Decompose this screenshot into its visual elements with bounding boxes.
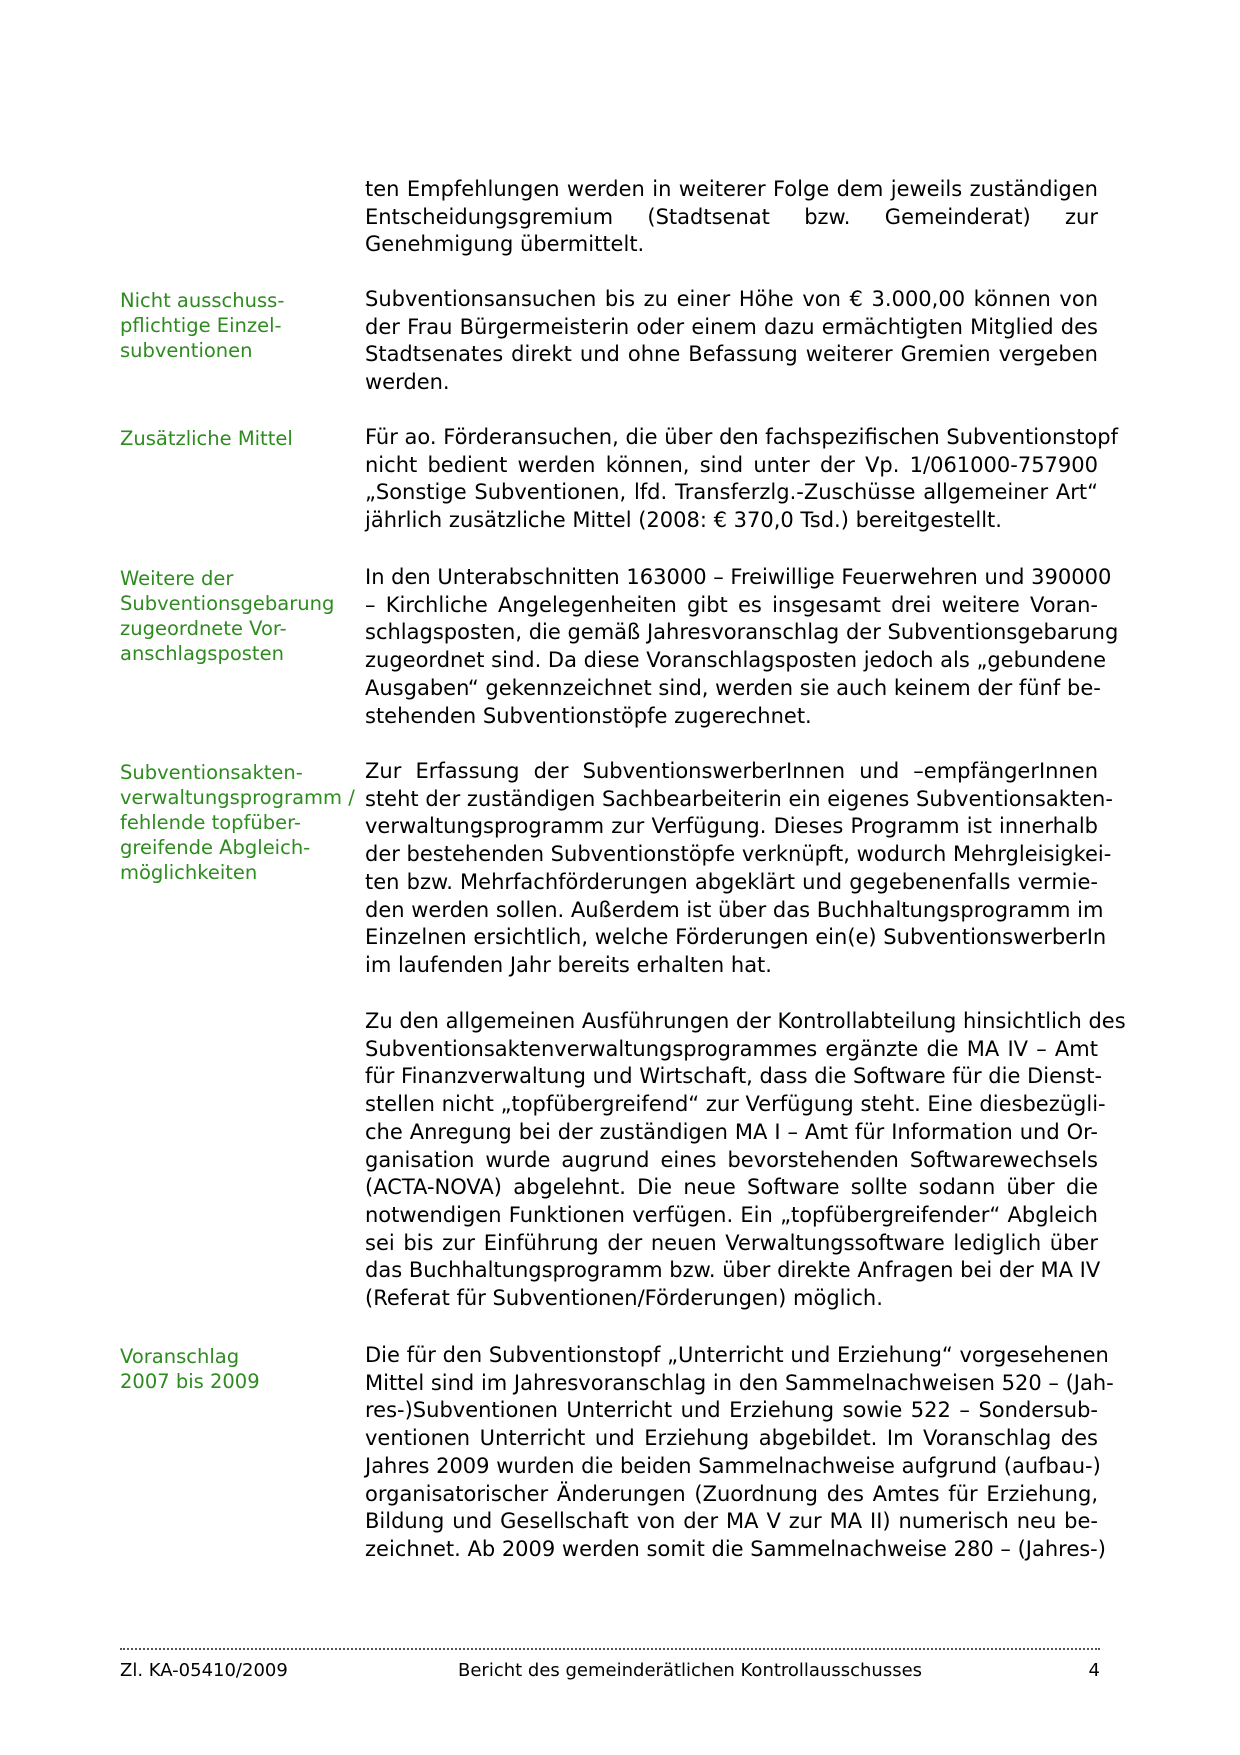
margin-note-verwaltungsprogramm [120, 760, 355, 885]
margin-note-line: subventionen [120, 339, 253, 362]
text-line: zeichnet. Ab 2009 werden somit die Sammelnachweise 280 – (Jahres-) [365, 1536, 1106, 1561]
margin-note-line: Subventionsgebarung [120, 592, 335, 615]
text-line: notwendigen Funktionen verfügen. Ein „topfübergreifender“ Abgleich [365, 1202, 1098, 1227]
margin-note-line: 2007 bis 2009 [120, 1370, 260, 1393]
text-line: zugeordnet sind. Da diese Voranschlagsposten jedoch als „gebundene [365, 648, 1107, 673]
margin-note-line: Subventionsakten- [120, 761, 303, 784]
text-line: Die für den Subventionstopf „Unterricht und Erziehung“ vorgesehenen [365, 1343, 1109, 1367]
paragraph-voranschlag [365, 1342, 1114, 1564]
paragraph-einzelsubventionen [365, 286, 1098, 397]
text-line: Ausgaben“ gekennzeichnet sind, werden sie auch keinem der fünf be- [365, 675, 1101, 700]
text-line: Jahres 2009 wurden die beiden Sammelnachweise aufgrund (aufbau-) [365, 1453, 1101, 1478]
margin-note-line: Voranschlag [120, 1345, 240, 1368]
text-line: verwaltungsprogramm zur Verfügung. Dieses Programm ist innerhalb [365, 814, 1098, 839]
paragraph-verwaltungsprogramm [365, 758, 1113, 980]
text-line: organisatorischer Änderungen (Zuordnung des Amtes für Erziehung, [365, 1481, 1098, 1506]
margin-note-line: pflichtige Einzel- [120, 314, 282, 337]
text-line: Zu den allgemeinen Ausführungen der Kontrollabteilung hinsichtlich des [365, 1009, 1126, 1033]
text-line: che Anregung bei der zuständigen MA I – Amt für Information und Or- [365, 1119, 1098, 1144]
text-line: schlagsposten, die gemäß Jahresvoranschlag der Subventionsgebarung [365, 620, 1119, 645]
text-line: „Sonstige Subventionen, lfd. Transferzlg.-Zuschüsse allgemeiner Art“ [365, 480, 1098, 505]
text-line: Genehmigung übermittelt. [365, 232, 645, 257]
margin-note-line: fehlende topfüber- [120, 811, 301, 834]
text-line: In den Unterabschnitten 163000 – Freiwillige Feuerwehren und 390000 [365, 565, 1112, 589]
text-line: – Kirchliche Angelegenheiten gibt es insgesamt drei weitere Voran- [365, 592, 1098, 617]
paragraph-ma-iv-ergaenzung [365, 1008, 1126, 1313]
margin-note-line: möglichkeiten [120, 861, 258, 884]
text-line: ganisation wurde augrund eines bevorstehenden Softwarewechsels [365, 1147, 1098, 1172]
margin-note-line: Nicht ausschuss- [120, 289, 285, 312]
text-line: steht der zuständigen Sachbearbeiterin ein eigenes Subventionsakten- [365, 786, 1113, 811]
text-line: der Frau Bürgermeisterin oder einem dazu ermächtigten Mitglied des [365, 314, 1098, 339]
text-line: werden. [365, 370, 450, 395]
footer-divider [120, 1648, 1100, 1650]
margin-note-line: anschlagsposten [120, 642, 284, 665]
text-line: Mittel sind im Jahresvoranschlag in den Sammelnachweisen 520 – (Jah- [365, 1370, 1114, 1395]
margin-note-line: Zusätzliche Mittel [120, 427, 293, 450]
text-line: (ACTA-NOVA) abgelehnt. Die neue Software sollte sodann über die [365, 1175, 1098, 1200]
margin-note-voranschlagsposten [120, 566, 350, 666]
text-line: Entscheidungsgremium (Stadtsenat bzw. Gemeinderat) zur [365, 204, 1098, 229]
text-line: sei bis zur Einführung der neuen Verwaltungssoftware lediglich über [365, 1230, 1098, 1255]
margin-note-line: Weitere der [120, 567, 234, 590]
paragraph-zusaetzliche-mittel [365, 424, 1118, 535]
text-line: (Referat für Subventionen/Förderungen) möglich. [365, 1286, 883, 1311]
text-line: nicht bedient werden können, sind unter der Vp. 1/061000-757900 [365, 452, 1098, 477]
text-line: für Finanzverwaltung und Wirtschaft, dass die Software für die Dienst- [365, 1064, 1103, 1089]
margin-note-voranschlag [120, 1344, 350, 1394]
text-line: Einzelnen ersichtlich, welche Förderungen ein(e) SubventionswerberIn [365, 925, 1107, 950]
text-line: das Buchhaltungsprogramm bzw. über direkte Anfragen bei der MA IV [365, 1258, 1101, 1283]
text-line: stellen nicht „topfübergreifend“ zur Verfügung steht. Eine diesbezügli- [365, 1092, 1106, 1117]
text-line: ventionen Unterricht und Erziehung abgebildet. Im Voranschlag des [365, 1426, 1098, 1451]
text-line: Zur Erfassung der SubventionswerberInnen und –empfängerInnen [365, 759, 1098, 783]
text-line: ten bzw. Mehrfachförderungen abgeklärt und gegebenenfalls vermie- [365, 869, 1098, 894]
margin-note-line: greifende Abgleich- [120, 836, 311, 859]
text-line: der bestehenden Subventionstöpfe verknüpft, wodurch Mehrgleisigkei- [365, 842, 1112, 867]
text-line: stehenden Subventionstöpfe zugerechnet. [365, 703, 812, 728]
page-footer [120, 1659, 1100, 1683]
text-line: Für ao. Förderansuchen, die über den fachspezifischen Subventionstopf [365, 425, 1118, 449]
margin-note-line: zugeordnete Vor- [120, 617, 287, 640]
text-line: jährlich zusätzliche Mittel (2008: € 370,0 Tsd.) bereitgestellt. [365, 508, 1002, 533]
text-line: ten Empfehlungen werden in weiterer Folge dem jeweils zuständigen [365, 177, 1098, 201]
text-line: Stadtsenates direkt und ohne Befassung weiterer Gremien vergeben [365, 342, 1098, 367]
paragraph-approval [365, 176, 1098, 259]
footer-reference: Zl. KA-05410/2009 [120, 1660, 288, 1681]
text-line: Subventionsaktenverwaltungsprogrammes ergänzte die MA IV – Amt [365, 1036, 1098, 1061]
page-number: 4 [1088, 1660, 1100, 1681]
text-line: Subventionsansuchen bis zu einer Höhe von € 3.000,00 können von [365, 287, 1098, 311]
text-line: Bildung und Gesellschaft von der MA V zur MA II) numerisch neu be- [365, 1509, 1098, 1534]
margin-note-einzelsubventionen [120, 288, 350, 363]
paragraph-voranschlagsposten [365, 564, 1119, 730]
text-line: res-)Subventionen Unterricht und Erziehung sowie 522 – Sondersub- [365, 1398, 1098, 1423]
margin-note-line: verwaltungsprogramm / [120, 786, 355, 809]
text-line: den werden sollen. Außerdem ist über das Buchhaltungsprogramm im [365, 897, 1104, 922]
footer-title: Bericht des gemeinderätlichen Kontrollausschusses [458, 1660, 923, 1681]
text-line: im laufenden Jahr bereits erhalten hat. [365, 952, 772, 977]
margin-note-zusaetzliche-mittel [120, 426, 350, 451]
